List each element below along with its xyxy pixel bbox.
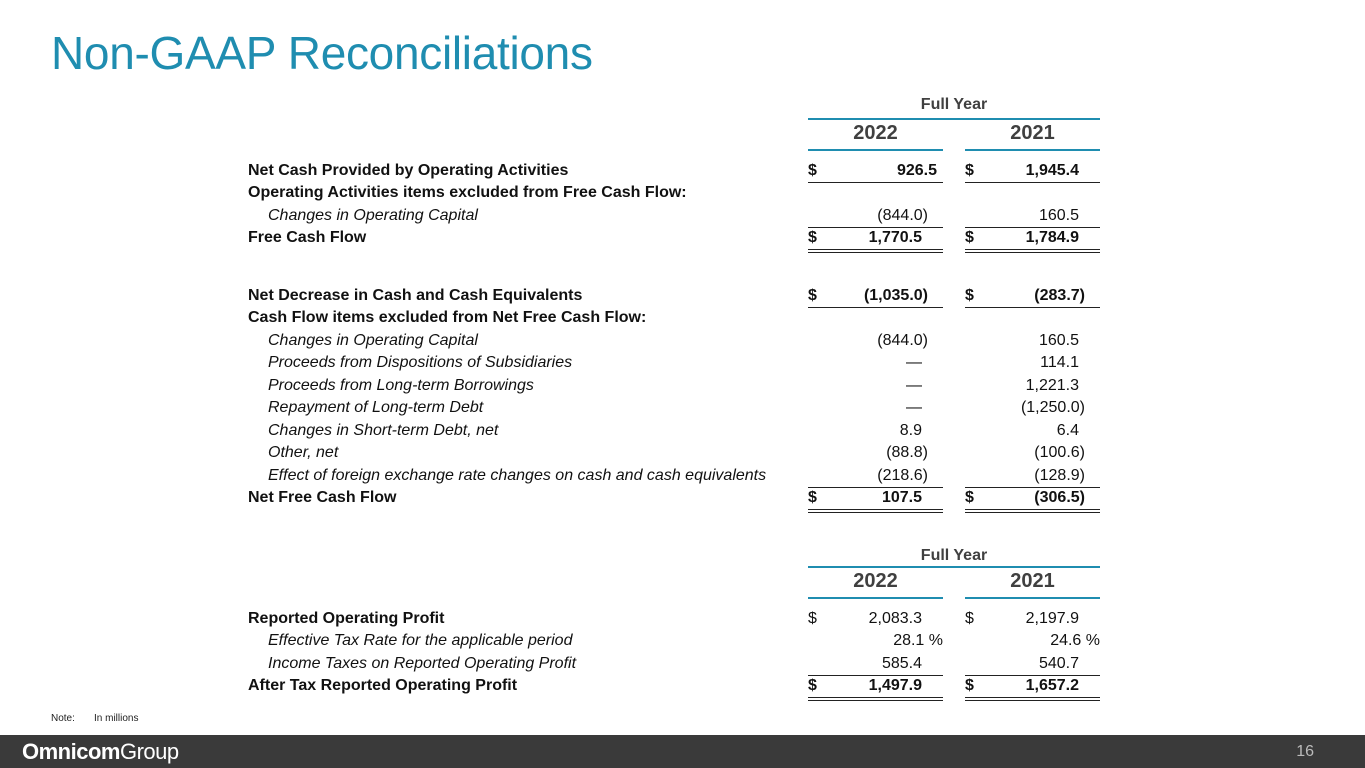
row-label: Repayment of Long-term Debt — [268, 399, 484, 416]
row-label: Effective Tax Rate for the applicable period — [268, 632, 573, 649]
table-row — [0, 420, 1365, 442]
value-2021: 1,657.2 — [1025, 677, 1079, 694]
value-2022: 28.1 % — [893, 632, 943, 649]
currency-symbol: $ — [965, 677, 974, 694]
year-rule — [808, 149, 943, 151]
row-label: Effect of foreign exchange rate changes on cash and cash equivalents — [268, 467, 767, 484]
currency-symbol: $ — [808, 287, 817, 304]
year-rule — [808, 597, 943, 599]
value-2021: 2,197.9 — [1025, 610, 1079, 627]
table-row — [0, 285, 1365, 307]
double-rule — [808, 697, 943, 701]
currency-symbol: $ — [808, 610, 817, 627]
value-2021: 1,945.4 — [1025, 162, 1079, 179]
value-2021: 1,784.9 — [1025, 229, 1079, 246]
currency-symbol: $ — [808, 162, 817, 179]
header-rule — [808, 118, 1100, 120]
omnicom-logo — [22, 739, 179, 765]
footer-bar — [0, 735, 1365, 768]
logo-part-group: Group — [119, 739, 179, 764]
currency-symbol: $ — [965, 162, 974, 179]
value-2022: 2,083.3 — [868, 610, 922, 627]
value-2022: 8.9 — [899, 422, 922, 439]
row-label: Net Decrease in Cash and Cash Equivalents — [248, 287, 583, 304]
value-2021: (100.6) — [1034, 444, 1085, 461]
double-rule — [965, 249, 1100, 253]
table-row — [0, 487, 1365, 509]
page-title: Non-GAAP Reconciliations — [51, 27, 593, 79]
value-2021: (283.7) — [1034, 287, 1085, 304]
year-rule — [965, 149, 1100, 151]
table-row — [0, 160, 1365, 182]
double-rule — [808, 509, 943, 513]
table-row — [0, 630, 1365, 652]
table-row — [0, 307, 1365, 329]
row-label: Reported Operating Profit — [248, 610, 445, 627]
row-label: Income Taxes on Reported Operating Profit — [268, 655, 577, 672]
table-row — [0, 182, 1365, 204]
currency-symbol: $ — [965, 610, 974, 627]
currency-symbol: $ — [808, 677, 817, 694]
value-2022: — — [906, 377, 922, 394]
table-row — [0, 375, 1365, 397]
table-row — [0, 330, 1365, 352]
value-2021: 6.4 — [1056, 422, 1079, 439]
value-2022: (844.0) — [877, 332, 928, 349]
value-2022: (1,035.0) — [863, 287, 928, 304]
row-label: Other, net — [268, 444, 339, 461]
note-label: Note: — [51, 713, 75, 724]
row-label: Changes in Operating Capital — [268, 332, 478, 349]
year-header-2021: 2021 — [1010, 122, 1055, 144]
value-2021: (306.5) — [1034, 489, 1085, 506]
header-rule — [808, 566, 1100, 568]
row-label: Changes in Short-term Debt, net — [268, 422, 499, 439]
value-2022: (218.6) — [877, 467, 928, 484]
value-2021: 540.7 — [1038, 655, 1079, 672]
value-2021: (128.9) — [1034, 467, 1085, 484]
double-rule — [808, 249, 943, 253]
value-2022: 926.5 — [896, 162, 937, 179]
currency-symbol: $ — [965, 287, 974, 304]
value-2021: 160.5 — [1038, 207, 1079, 224]
note-text: In millions — [94, 713, 139, 724]
year-header-2022: 2022 — [853, 570, 898, 592]
row-label: Proceeds from Long-term Borrowings — [268, 377, 534, 394]
row-label: After Tax Reported Operating Profit — [248, 677, 518, 694]
value-2021: (1,250.0) — [1020, 399, 1085, 416]
currency-symbol: $ — [808, 489, 817, 506]
value-2022: (88.8) — [886, 444, 928, 461]
table-row — [0, 442, 1365, 464]
value-2022: — — [906, 399, 922, 416]
year-rule — [965, 597, 1100, 599]
period-header: Full Year — [920, 96, 988, 113]
row-label: Free Cash Flow — [248, 229, 367, 246]
year-header-2022: 2022 — [853, 122, 898, 144]
value-2022: 1,770.5 — [868, 229, 922, 246]
row-label: Operating Activities items excluded from Free Cash Flow: — [248, 184, 687, 201]
value-2022: — — [906, 354, 922, 371]
table-row — [0, 227, 1365, 249]
value-2021: 114.1 — [1040, 354, 1079, 371]
table-row — [0, 653, 1365, 675]
currency-symbol: $ — [965, 489, 974, 506]
table-row — [0, 205, 1365, 227]
value-2021: 1,221.3 — [1025, 377, 1079, 394]
value-2021: 160.5 — [1038, 332, 1079, 349]
value-2022: 585.4 — [881, 655, 922, 672]
row-label: Proceeds from Dispositions of Subsidiaries — [268, 354, 573, 371]
page-number: 16 — [1296, 743, 1314, 760]
table-row — [0, 352, 1365, 374]
currency-symbol: $ — [808, 229, 817, 246]
period-header: Full Year — [920, 547, 988, 564]
year-header-2021: 2021 — [1010, 570, 1055, 592]
table-row — [0, 465, 1365, 487]
table-row — [0, 397, 1365, 419]
value-2022: 1,497.9 — [868, 677, 922, 694]
row-label: Net Free Cash Flow — [248, 489, 397, 506]
row-label: Cash Flow items excluded from Net Free Cash Flow: — [248, 309, 647, 326]
value-2022: 107.5 — [881, 489, 922, 506]
row-label: Changes in Operating Capital — [268, 207, 478, 224]
double-rule — [965, 697, 1100, 701]
row-label: Net Cash Provided by Operating Activities — [248, 162, 569, 179]
double-rule — [965, 509, 1100, 513]
table-row — [0, 675, 1365, 697]
table-row — [0, 608, 1365, 630]
value-2022: (844.0) — [877, 207, 928, 224]
value-2021: 24.6 % — [1050, 632, 1100, 649]
currency-symbol: $ — [965, 229, 974, 246]
logo-part-omnicom: Omnicom — [22, 739, 120, 764]
